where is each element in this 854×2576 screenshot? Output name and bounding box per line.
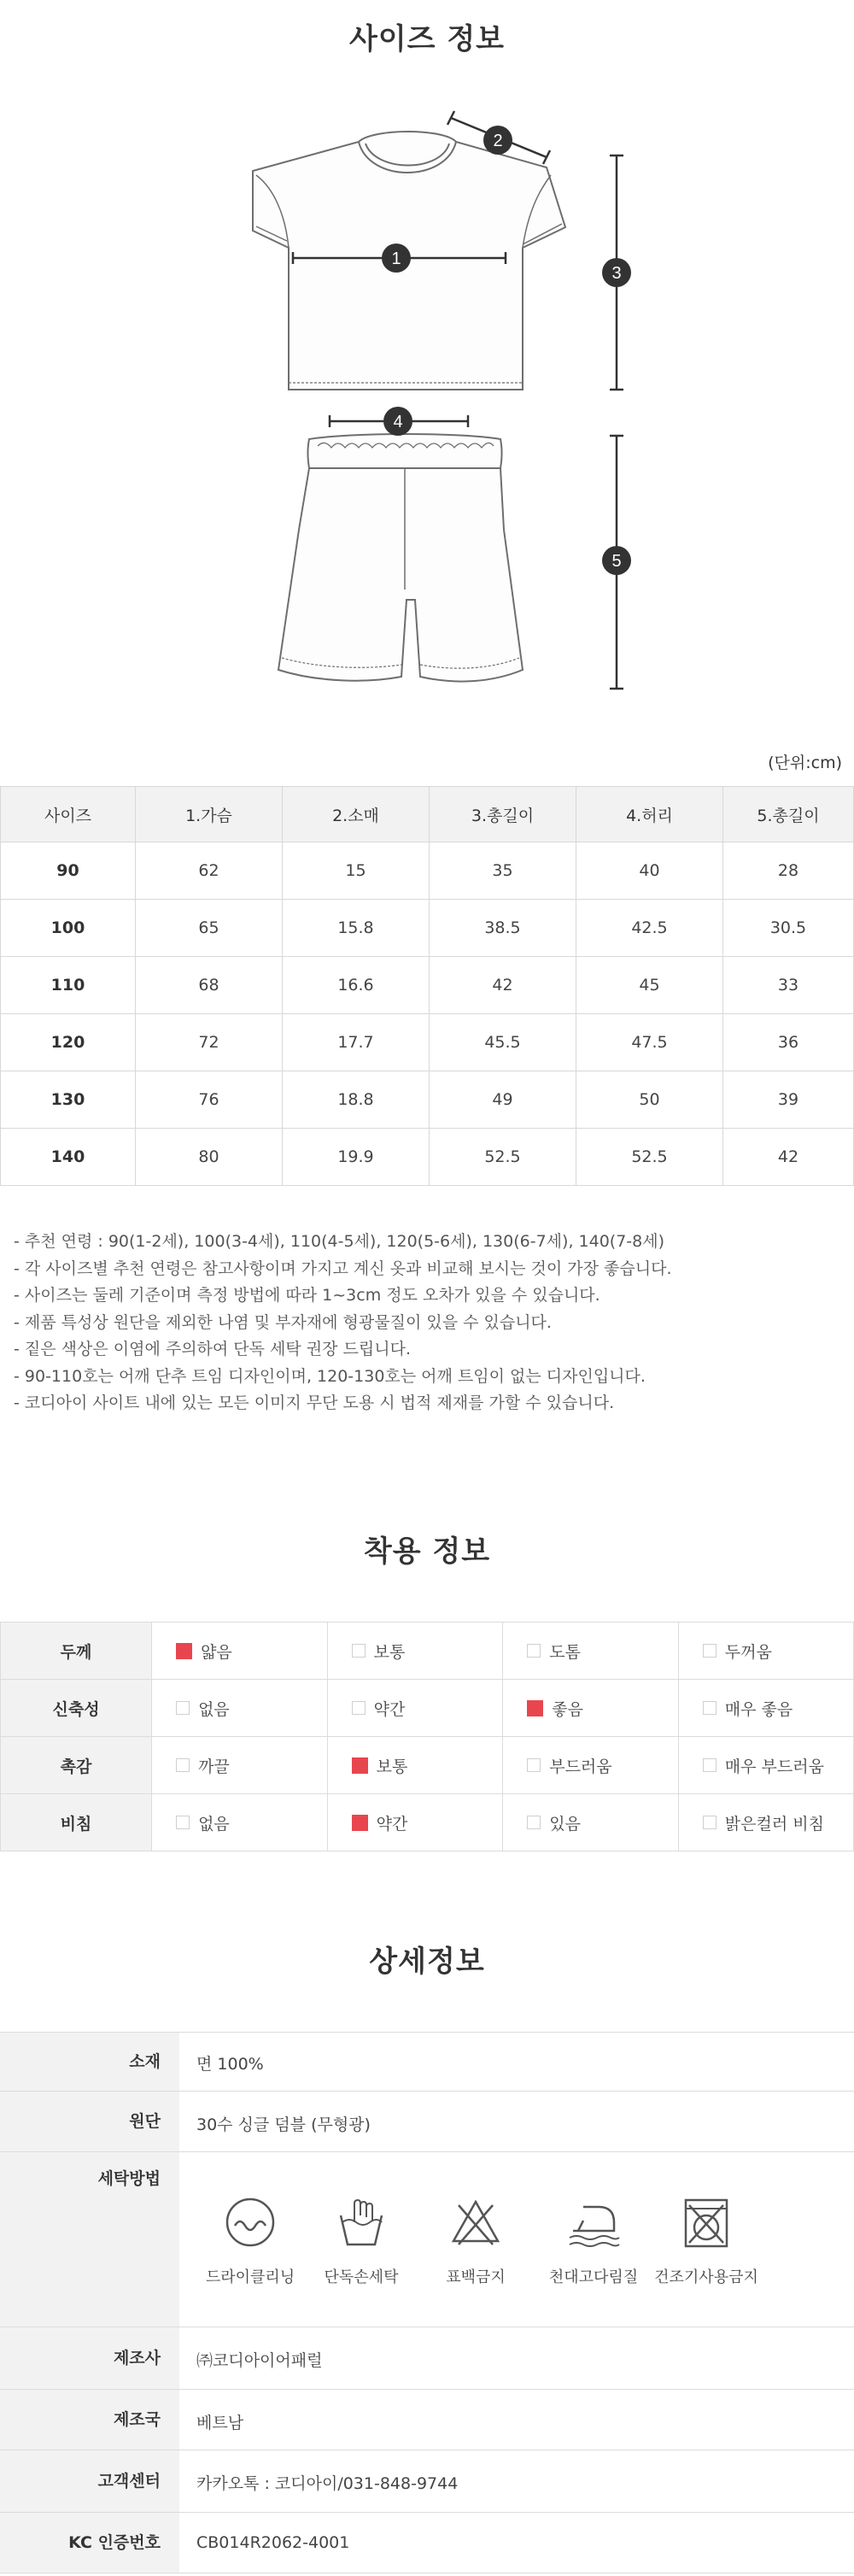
country-label: 제조국 <box>0 2390 179 2450</box>
wear-row <box>1 1737 854 1794</box>
country-value: 베트남 <box>196 2414 244 2432</box>
empty-checkbox-icon <box>176 1816 190 1829</box>
option-label: 매우 부드러움 <box>724 1757 824 1776</box>
measure-cell: 28 <box>723 842 854 900</box>
wear-option <box>503 1680 679 1737</box>
measure-cell: 45.5 <box>430 1014 576 1071</box>
measure-cell: 80 <box>136 1129 283 1186</box>
kc-value: CB014R2062-4001 <box>196 2533 350 2552</box>
size-table-row <box>1 1129 854 1186</box>
measure-cell: 15 <box>283 842 430 900</box>
header-cell: 사이즈 <box>1 787 136 842</box>
empty-checkbox-icon <box>703 1644 717 1658</box>
empty-checkbox-icon <box>703 1758 717 1772</box>
measure-cell: 50 <box>576 1071 723 1129</box>
wear-label: 촉감 <box>1 1737 152 1794</box>
note-item: - 각 사이즈별 추천 연령은 참고사항이며 가지고 계신 옷과 비교해 보시는 것이 가장 좋습니다. <box>14 1259 672 1278</box>
note-item: - 90-110호는 어깨 단추 트임 디자인이며, 120-130호는 어깨 트임이 없는 디자인입니다. <box>14 1366 646 1386</box>
measure-cell: 19.9 <box>283 1129 430 1186</box>
measure-cell: 68 <box>136 957 283 1014</box>
detail-row-country <box>0 2390 854 2450</box>
header-cell: 1.가슴 <box>136 787 283 842</box>
svg-text:3: 3 <box>611 264 622 283</box>
wear-row <box>1 1680 854 1737</box>
wear-label: 신축성 <box>1 1680 152 1737</box>
wear-option <box>152 1737 328 1794</box>
size-table-row <box>1 900 854 957</box>
empty-checkbox-icon <box>352 1701 366 1715</box>
size-cell: 120 <box>1 1014 136 1071</box>
option-label: 없음 <box>198 1699 230 1719</box>
care-label: 단독손세탁 <box>324 2268 399 2286</box>
wear-option <box>327 1680 503 1737</box>
size-table-row <box>1 1014 854 1071</box>
wear-option <box>678 1737 853 1794</box>
empty-checkbox-icon <box>527 1644 541 1658</box>
care-label: 드라이클리닝 <box>205 2268 295 2286</box>
dry-clean-icon <box>225 2197 276 2248</box>
wear-option <box>327 1737 503 1794</box>
measure-cell: 45 <box>576 957 723 1014</box>
measure-cell: 52.5 <box>430 1129 576 1186</box>
care-item <box>642 2197 770 2287</box>
material-label: 소재 <box>0 2033 179 2091</box>
measure-cell: 42 <box>723 1129 854 1186</box>
detail-row-material <box>0 2033 854 2092</box>
shorts-illustration <box>278 434 523 682</box>
measure-cell: 39 <box>723 1071 854 1129</box>
checked-box-icon <box>527 1700 543 1716</box>
empty-checkbox-icon <box>703 1701 717 1715</box>
marker-4 <box>383 407 412 436</box>
header-cell: 3.총길이 <box>430 787 576 842</box>
size-table <box>0 786 854 1186</box>
empty-checkbox-icon <box>176 1758 190 1772</box>
size-table-row <box>1 1071 854 1129</box>
fabric-label: 원단 <box>0 2092 179 2151</box>
detail-row-fabric <box>0 2092 854 2152</box>
svg-text:5: 5 <box>611 552 622 571</box>
empty-checkbox-icon <box>176 1701 190 1715</box>
note-item: - 추천 연령 : 90(1-2세), 100(3-4세), 110(4-5세), 120(5-6세), 130(6-7세), 140(7-8세) <box>14 1232 665 1251</box>
care-item <box>186 2197 314 2287</box>
measure-cell: 47.5 <box>576 1014 723 1071</box>
size-cell: 130 <box>1 1071 136 1129</box>
svg-text:1: 1 <box>391 249 401 268</box>
wear-table <box>0 1622 854 1851</box>
wear-option <box>327 1794 503 1851</box>
care-item <box>529 2197 658 2287</box>
wear-label: 비침 <box>1 1794 152 1851</box>
care-item <box>412 2197 540 2287</box>
size-cell: 100 <box>1 900 136 957</box>
svg-text:4: 4 <box>393 413 403 431</box>
header-cell: 2.소매 <box>283 787 430 842</box>
note-item: - 제품 특성상 원단을 제외한 나염 및 부자재에 형광물질이 있을 수 있습니다. <box>14 1312 552 1332</box>
measure-cell: 35 <box>430 842 576 900</box>
measure-cell: 18.8 <box>283 1071 430 1129</box>
option-label: 부드러움 <box>549 1757 612 1776</box>
wear-option <box>503 1794 679 1851</box>
detail-table <box>0 2032 854 2573</box>
note-item: - 코디아이 사이트 내에 있는 모든 이미지 무단 도용 시 법적 제재를 가할 수 있습니다. <box>14 1394 615 1412</box>
marker-1 <box>382 244 411 273</box>
detail-section-title: 상세정보 <box>369 1945 485 1979</box>
option-label: 두꺼움 <box>724 1642 772 1662</box>
empty-checkbox-icon <box>352 1644 366 1658</box>
measure-cell: 15.8 <box>283 900 430 957</box>
measure-cell: 65 <box>136 900 283 957</box>
wear-option <box>152 1680 328 1737</box>
size-table-row <box>1 842 854 900</box>
wear-option <box>152 1794 328 1851</box>
measure-cell: 33 <box>723 957 854 1014</box>
size-table-header <box>1 787 854 842</box>
marker-5 <box>602 546 631 575</box>
wear-option <box>503 1622 679 1680</box>
note-item: - 짙은 색상은 이염에 주의하여 단독 세탁 권장 드립니다. <box>14 1340 412 1358</box>
cs-label: 고객센터 <box>0 2450 179 2512</box>
option-label: 있음 <box>549 1814 581 1834</box>
wear-option <box>152 1622 328 1680</box>
care-label: 건조기사용금지 <box>654 2268 758 2286</box>
measure-cell: 17.7 <box>283 1014 430 1071</box>
fabric-value: 30수 싱글 덤블 (무형광) <box>196 2115 371 2134</box>
wear-option <box>327 1622 503 1680</box>
detail-row-wash <box>0 2152 854 2327</box>
option-label: 매우 좋음 <box>724 1699 793 1719</box>
measure-cell: 38.5 <box>430 900 576 957</box>
empty-checkbox-icon <box>527 1816 541 1829</box>
size-cell: 110 <box>1 957 136 1014</box>
header-cell: 5.총길이 <box>723 787 854 842</box>
wear-option <box>678 1794 853 1851</box>
option-label: 약간 <box>373 1699 406 1719</box>
marker-2 <box>483 126 512 155</box>
measure-cell: 40 <box>576 842 723 900</box>
measure-cell: 16.6 <box>283 957 430 1014</box>
measure-cell: 72 <box>136 1014 283 1071</box>
detail-row-maker <box>0 2327 854 2390</box>
option-label: 까끌 <box>198 1757 230 1776</box>
header-cell: 4.허리 <box>576 787 723 842</box>
maker-label: 제조사 <box>0 2327 179 2389</box>
no-tumble-dry-icon <box>681 2197 732 2248</box>
wear-option <box>678 1622 853 1680</box>
wear-row <box>1 1794 854 1851</box>
empty-checkbox-icon <box>703 1816 717 1829</box>
measure-cell: 52.5 <box>576 1129 723 1186</box>
measure-cell: 36 <box>723 1014 854 1071</box>
care-item <box>297 2197 425 2287</box>
checked-box-icon <box>352 1815 368 1831</box>
size-table-row <box>1 957 854 1014</box>
note-item: - 사이즈는 둘레 기준이며 측정 방법에 따라 1~3cm 정도 오차가 있을 수 있습니다. <box>14 1286 600 1305</box>
option-label: 없음 <box>198 1814 230 1834</box>
option-label: 보통 <box>373 1642 406 1662</box>
measure-cell: 62 <box>136 842 283 900</box>
option-label: 도톰 <box>549 1642 581 1662</box>
measure-cell: 42 <box>430 957 576 1014</box>
checked-box-icon <box>176 1643 192 1659</box>
option-label: 보통 <box>376 1757 408 1776</box>
size-diagram <box>0 85 854 718</box>
size-cell: 140 <box>1 1129 136 1186</box>
wear-option <box>503 1737 679 1794</box>
size-section-title: 사이즈 정보 <box>348 22 506 56</box>
notes-list <box>14 1229 842 1417</box>
measure-cell: 49 <box>430 1071 576 1129</box>
unit-label: (단위:cm) <box>768 754 842 772</box>
wear-row <box>1 1622 854 1680</box>
size-cell: 90 <box>1 842 136 900</box>
checked-box-icon <box>352 1757 368 1774</box>
cs-value: 카카오톡 : 코디아이/031-848-9744 <box>196 2474 459 2493</box>
option-label: 밝은컬러 비침 <box>724 1814 824 1834</box>
wash-label: 세탁방법 <box>0 2152 179 2327</box>
svg-text:2: 2 <box>493 132 503 150</box>
detail-row-cs <box>0 2450 854 2513</box>
empty-checkbox-icon <box>527 1758 541 1772</box>
option-label: 얇음 <box>201 1642 232 1662</box>
marker-3 <box>602 258 631 287</box>
wear-option <box>678 1680 853 1737</box>
option-label: 약간 <box>376 1814 408 1834</box>
option-label: 좋음 <box>552 1699 583 1719</box>
hand-wash-icon <box>336 2197 387 2248</box>
kc-label: KC 인증번호 <box>0 2513 179 2573</box>
wear-section-title: 착용 정보 <box>363 1534 491 1569</box>
iron-cloth-icon <box>566 2197 621 2248</box>
wear-label: 두께 <box>1 1622 152 1680</box>
measure-cell: 30.5 <box>723 900 854 957</box>
detail-row-kc <box>0 2513 854 2573</box>
measure-cell: 76 <box>136 1071 283 1129</box>
no-bleach-icon <box>450 2197 501 2248</box>
measure-cell: 42.5 <box>576 900 723 957</box>
material-value: 면 100% <box>196 2055 264 2074</box>
maker-value: ㈜코디아이어패럴 <box>196 2351 323 2370</box>
care-label: 천대고다림질 <box>548 2268 639 2286</box>
care-label: 표백금지 <box>446 2268 506 2286</box>
